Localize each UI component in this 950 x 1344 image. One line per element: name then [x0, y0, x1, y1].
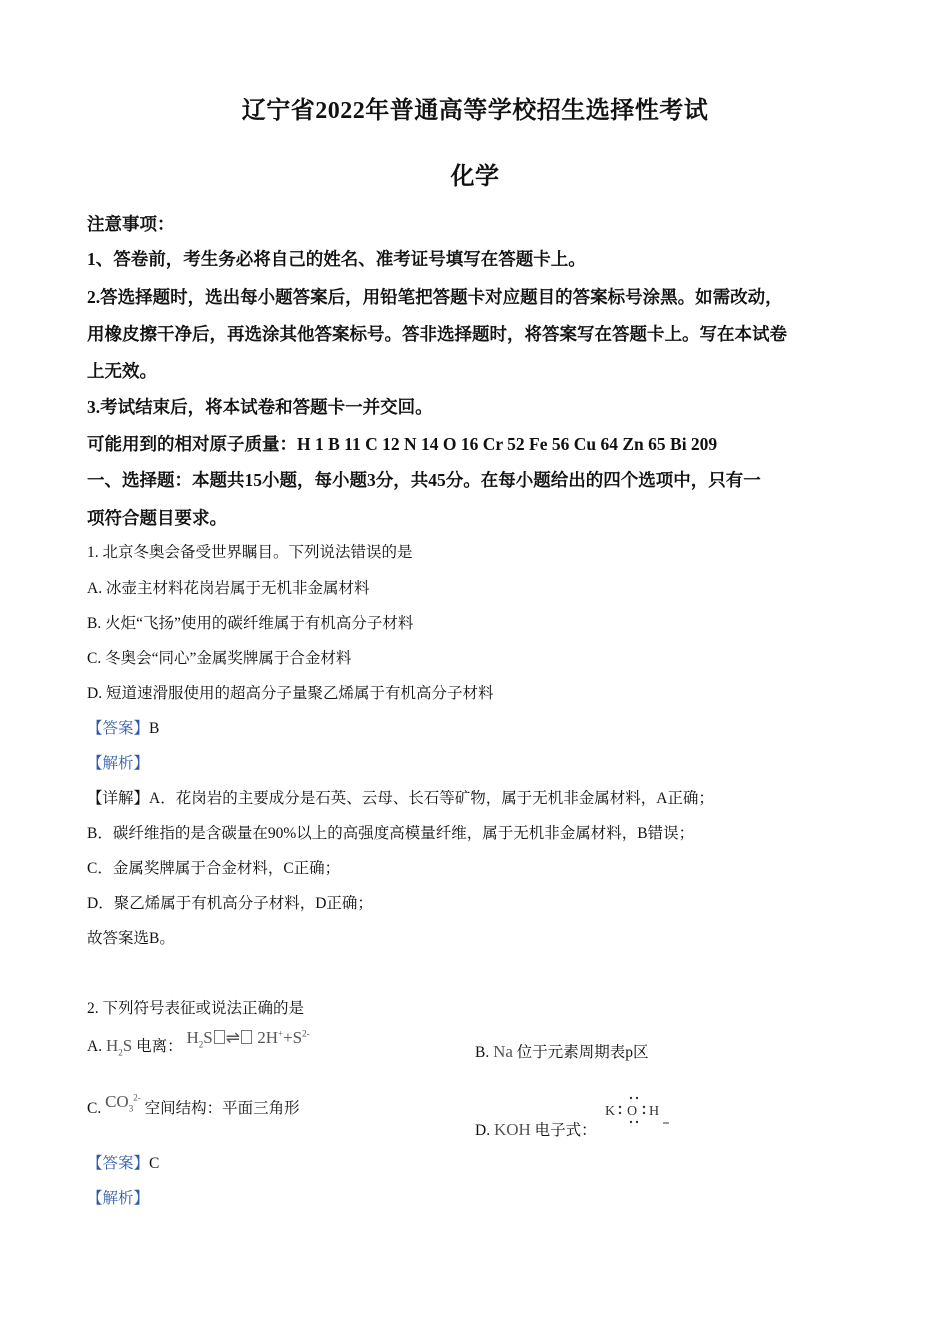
- q1-stem: 1. 北京冬奥会备受世界瞩目。下列说法错误的是: [87, 544, 413, 561]
- na-formula: Na: [493, 1042, 513, 1061]
- detail-label: 【详解】: [87, 790, 150, 807]
- ionization-equation: $H_2S$ ⇌ $2H^++S^{2-}$: [186, 1028, 310, 1050]
- q2-stem: 2. 下列符号表征或说法正确的是: [87, 1000, 305, 1017]
- q1-option-b: B. 火炬“飞扬”使用的碳纤维属于有机高分子材料: [87, 615, 414, 632]
- notice-item-3: 3.考试结束后，将本试卷和答题卡一并交回。: [87, 397, 433, 417]
- answer-value: B: [149, 720, 160, 737]
- q1-option-d: D. 短道速滑服使用的超高分子量聚乙烯属于有机高分子材料: [87, 685, 494, 702]
- section-1-heading-line-1: 一、选择题：本题共15小题，每小题3分，共45分。在每小题给出的四个选项中，只有一: [87, 470, 761, 490]
- q1-detail-d: D．聚乙烯属于有机高分子材料，D正确；: [87, 895, 373, 912]
- svg-text:O: O: [626, 1104, 637, 1119]
- q2-analysis-label: 【解析】: [87, 1190, 150, 1207]
- exam-title: 辽宁省2022年普通高等学校招生选择性考试: [241, 98, 709, 124]
- subject-title: 化学: [450, 164, 500, 190]
- option-d-text: 电子式：: [534, 1122, 597, 1139]
- notice-item-2-line-3: 上无效。: [87, 361, 157, 381]
- notice-item-2-line-1: 2.答选择题时，选出每小题答案后，用铅笔把答题卡对应题目的答案标号涂黑。如需改动，: [87, 287, 783, 307]
- section-1-heading-line-2: 项符合题目要求。: [87, 508, 227, 528]
- answer-label: 【答案】: [87, 1155, 150, 1172]
- koh-lewis-structure-icon: [601, 1093, 673, 1129]
- carbonate-formula: $CO_3^{2-}$: [105, 1092, 141, 1114]
- q1-detail-c: C．金属奖牌属于合金材料，C正确；: [87, 860, 341, 877]
- atomic-masses: 可能用到的相对原子质量：H 1 B 11 C 12 N 14 O 16 Cr 52 Fe 56 Cu 64 Zn 65 Bi 209: [87, 434, 718, 454]
- answer-value: C: [149, 1155, 160, 1172]
- notice-item-1: 1、答卷前，考生务必将自己的姓名、准考证号填写在答题卡上。: [87, 249, 586, 269]
- option-letter: A.: [87, 1038, 106, 1055]
- svg-text:H: H: [648, 1104, 659, 1119]
- q1-detail-a: [87, 786, 714, 808]
- q1-detail-b: B．碳纤维指的是含碳量在90%以上的高强度高模量纤维，属于无机非金属材料，B错误；: [87, 825, 695, 842]
- option-letter: D.: [475, 1122, 494, 1139]
- option-letter: C.: [87, 1100, 106, 1117]
- electron-formula-image: [601, 1093, 673, 1134]
- q1-conclusion: 故答案选B。: [87, 930, 175, 947]
- q2-option-d: [475, 1099, 673, 1140]
- q1-option-a: A. 冰壶主材料花岗岩属于无机非金属材料: [87, 580, 370, 597]
- svg-text:K: K: [604, 1104, 615, 1119]
- q2-option-c: [87, 1092, 300, 1119]
- answer-label: 【答案】: [87, 720, 150, 737]
- q2-answer: [87, 1151, 159, 1173]
- notice-heading: 注意事项：: [87, 214, 175, 234]
- notice-item-2-line-2: 用橡皮擦干净后，再选涂其他答案标号。答非选择题时，将答案写在答题卡上。写在本试卷: [87, 324, 787, 344]
- q1-analysis-label: 【解析】: [87, 755, 150, 772]
- q2-option-a: [87, 1028, 310, 1058]
- option-c-text: 空间结构：平面三角形: [144, 1100, 300, 1117]
- h2s-formula: $H_2S$: [105, 1036, 133, 1058]
- koh-formula: KOH: [493, 1120, 531, 1139]
- detail-a-text: A．花岗岩的主要成分是石英、云母、长石等矿物，属于无机非金属材料，A正确；: [149, 790, 714, 807]
- option-b-text: 位于元素周期表p区: [516, 1044, 649, 1061]
- q1-option-c: C. 冬奥会“同心”金属奖牌属于合金材料: [87, 650, 352, 667]
- option-a-text: 电离：: [136, 1038, 183, 1055]
- q1-answer: [87, 716, 159, 738]
- q2-option-b: [475, 1040, 649, 1062]
- option-letter: B.: [475, 1044, 494, 1061]
